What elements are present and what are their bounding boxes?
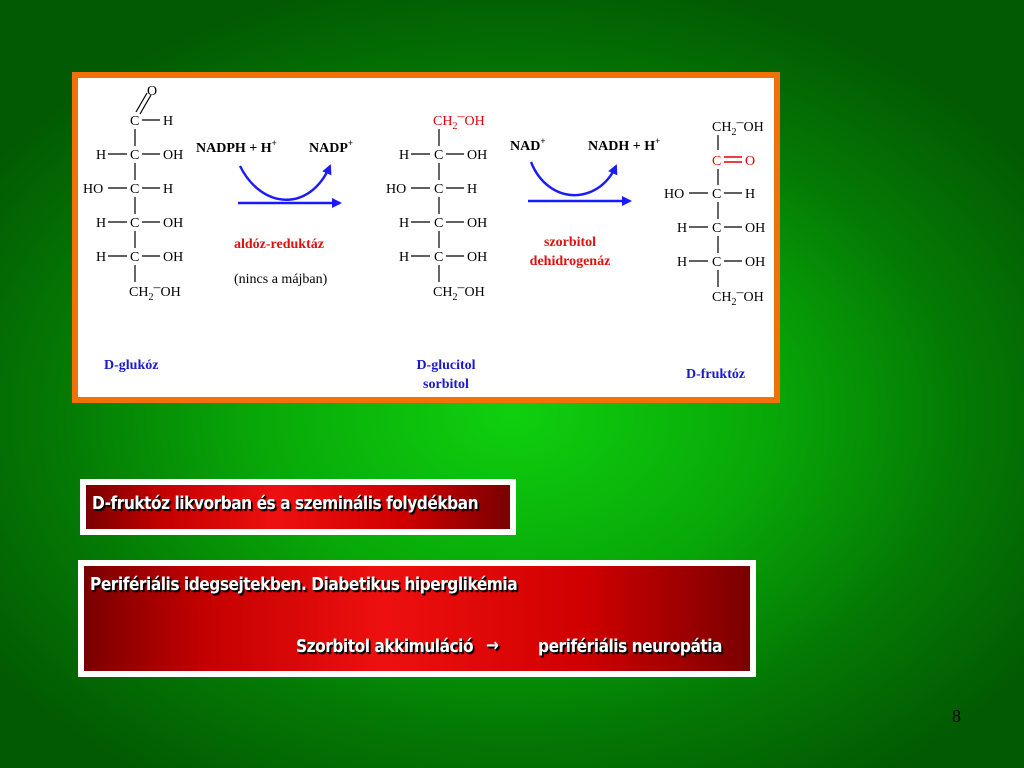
- fructose-c5-oh: OH: [745, 255, 766, 270]
- glucitol-c5: C: [434, 250, 444, 265]
- glucose-c2-h: H: [96, 148, 107, 163]
- fructose-c3-h: H: [745, 187, 756, 202]
- glucose-c5: C: [130, 250, 140, 265]
- glucose-c4: C: [130, 216, 140, 231]
- glucose-c3: C: [130, 182, 140, 197]
- glucose-c6: $CH_2-OH$: [129, 280, 181, 303]
- fructose-c2-oxygen: O: [745, 154, 756, 169]
- glucose-c5-h: H: [96, 250, 107, 265]
- enzyme-sorbitol-dh-line2: dehidrogenáz: [529, 254, 611, 269]
- glucose-c1: C: [130, 114, 140, 129]
- fructose-c4-h: H: [677, 221, 688, 236]
- slide-number: 8: [952, 706, 961, 726]
- glucose-c3-h: H: [163, 182, 174, 197]
- glucose-oxygen: O: [147, 84, 158, 99]
- glucitol-c5-h: H: [399, 250, 410, 265]
- glucitol-c2-h: H: [399, 148, 410, 163]
- glucitol-c2-oh: OH: [467, 148, 488, 163]
- fructose-c2: C: [712, 154, 722, 169]
- reaction-diagram: [72, 72, 780, 403]
- glucitol-c4-oh: OH: [467, 216, 488, 231]
- fructose-c3-ho: HO: [664, 187, 685, 202]
- glucitol-c4: C: [434, 216, 444, 231]
- enzyme-aldose-reductase: aldóz-reduktáz: [234, 237, 324, 252]
- right-arrow-icon: →: [486, 635, 499, 656]
- glucitol-c2: C: [434, 148, 444, 163]
- enzyme-sorbitol-dh-line1: szorbitol: [543, 235, 597, 250]
- glucitol-structure: [386, 109, 487, 303]
- fructose-c4: C: [712, 221, 722, 236]
- nad-label: NAD+: [510, 136, 546, 154]
- glucose-c1-h: H: [163, 114, 174, 129]
- fructose-c1: $CH_2-OH$: [712, 115, 764, 138]
- fructose-c4-oh: OH: [745, 221, 766, 236]
- glucitol-c4-h: H: [399, 216, 410, 231]
- glucose-c4-h: H: [96, 216, 107, 231]
- banner-neuropathy-line2a: Szorbitol akkimuláció: [296, 636, 474, 657]
- compound-name-sorbitol: sorbitol: [423, 377, 469, 392]
- reaction-left: [196, 138, 353, 287]
- nadp-label: NADP+: [309, 138, 354, 156]
- nadh-label: NADH + H+: [588, 136, 661, 154]
- reaction-right: [510, 136, 660, 269]
- fructose-c5: C: [712, 255, 722, 270]
- compound-name-glucose: D-glukóz: [104, 358, 159, 373]
- glucose-c5-oh: OH: [163, 250, 184, 265]
- glucitol-c3-h: H: [467, 182, 478, 197]
- compound-name-glucitol: D-glucitol: [416, 358, 476, 373]
- fructose-structure: [664, 115, 765, 308]
- glucose-c3-ho: HO: [83, 182, 104, 197]
- glucitol-c5-oh: OH: [467, 250, 488, 265]
- cofactor-curved-arrow-right: [531, 162, 616, 195]
- banner-neuropathy-line1: Perifériális idegsejtekben. Diabetikus hiperglikémia: [90, 574, 518, 595]
- banner-neuropathy-line2b: perifériális neuropátia: [538, 636, 722, 657]
- cofactor-curved-arrow: [240, 166, 330, 200]
- glucose-structure: [83, 84, 183, 303]
- glucose-c2-oh: OH: [163, 148, 184, 163]
- banner-fluid-text: D-fruktóz likvorban és a szeminális folydékban: [92, 493, 479, 514]
- compound-name-fructose: D-fruktóz: [686, 367, 746, 382]
- glucitol-c6: $CH_2-OH$: [433, 280, 485, 303]
- fructose-c6: $CH_2-OH$: [712, 285, 764, 308]
- reaction-diagram-panel: [72, 72, 780, 403]
- glucitol-c1: $CH_2-OH$: [433, 109, 485, 132]
- glucitol-c3-ho: HO: [386, 182, 407, 197]
- fructose-c3: C: [712, 187, 722, 202]
- glucose-c2: C: [130, 148, 140, 163]
- banner-neuropathy: [78, 560, 756, 677]
- nadph-label: NADPH + H+: [196, 138, 277, 156]
- banner-fluid: [80, 479, 516, 535]
- enzyme-note: (nincs a májban): [234, 272, 328, 287]
- fructose-c5-h: H: [677, 255, 688, 270]
- glucose-c4-oh: OH: [163, 216, 184, 231]
- glucitol-c3: C: [434, 182, 444, 197]
